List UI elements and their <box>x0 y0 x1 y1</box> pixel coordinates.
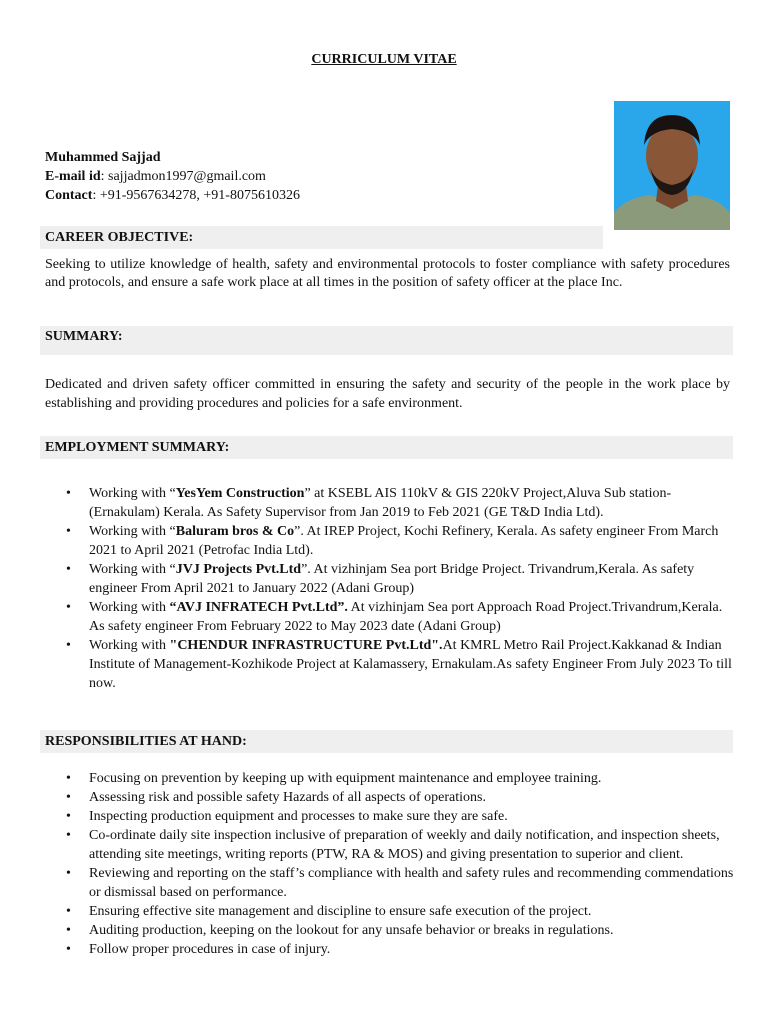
contact-block <box>45 148 300 205</box>
responsibility-item: • Focusing on prevention by keeping up with equipment maintenance and employee training. <box>45 769 737 788</box>
summary-heading: SUMMARY: <box>40 326 733 355</box>
email-value: : sajjadmon1997@gmail.com <box>100 169 266 184</box>
responsibility-item: • Reviewing and reporting on the staff’s compliance with health and safety rules and recommending commendations or dismissal based on performance. <box>45 864 737 902</box>
profile-photo <box>614 101 730 230</box>
employment-item: • Working with “Baluram bros & Co”. At IREP Project, Kochi Refinery, Kerala. As safety engineer From March 2021 to April 2021 (Petrofac India Ltd). <box>45 522 737 560</box>
responsibility-item: • Auditing production, keeping on the lookout for any unsafe behavior or breaks in regulations. <box>45 921 737 940</box>
employment-summary-heading: EMPLOYMENT SUMMARY: <box>40 436 733 459</box>
responsibilities-list <box>45 769 737 959</box>
employment-item: • Working with “YesYem Construction” at KSEBL AIS 110kV & GIS 220kV Project,Aluva Sub station-(Ernakulam) Kerala. As Safety Supervisor from Jan 2019 to Feb 2021 (GE T&D India Ltd). <box>45 484 737 522</box>
responsibility-item: • Follow proper procedures in case of injury. <box>45 940 737 959</box>
candidate-name: Muhammed Sajjad <box>45 150 161 165</box>
responsibility-item: • Ensuring effective site management and discipline to ensure safe execution of the project. <box>45 902 737 921</box>
employment-item: • Working with “JVJ Projects Pvt.Ltd”. At vizhinjam Sea port Bridge Project. Trivandrum,Kerala. As safety engineer From April 2021 to January 2022 (Adani Group) <box>45 560 737 598</box>
career-objective-heading: CAREER OBJECTIVE: <box>40 226 603 249</box>
responsibility-item: • Assessing risk and possible safety Hazards of all aspects of operations. <box>45 788 737 807</box>
summary-text: Dedicated and driven safety officer committed in ensuring the safety and security of the people in the work place by establishing and providing procedures and policies for a safe environment. <box>45 377 730 411</box>
career-objective-text: Seeking to utilize knowledge of health, safety and environmental protocols to foster compliance with safety procedures and protocols, and ensure a safe work place at all times in the position of safety officer at the place Inc. <box>45 257 730 290</box>
responsibility-item: • Inspecting production equipment and processes to make sure they are safe. <box>45 807 737 826</box>
person-portrait-icon <box>614 101 730 230</box>
page-title: CURRICULUM VITAE <box>311 52 457 67</box>
employment-item: • Working with "CHENDUR INFRASTRUCTURE Pvt.Ltd".At KMRL Metro Rail Project.Kakkanad & Indian Institute of Management-Kozhikode Project at Kalamassery, Ernakulam.As safety Engineer From July 2023 To till now. <box>45 636 737 693</box>
email-label: E-mail id <box>45 169 101 184</box>
employment-list <box>45 484 737 693</box>
responsibilities-heading: RESPONSIBILITIES AT HAND: <box>40 730 733 753</box>
contact-label: Contact <box>45 188 93 203</box>
contact-value: : +91-9567634278, +91-8075610326 <box>92 188 300 203</box>
employment-item: • Working with “AVJ INFRATECH Pvt.Ltd”. At vizhinjam Sea port Approach Road Project.Trivandrum,Kerala. As safety engineer From February 2022 to May 2023 date (Adani Group) <box>45 598 737 636</box>
responsibility-item: • Co-ordinate daily site inspection inclusive of preparation of weekly and daily notification, and inspection sheets, attending site meetings, writing reports (PTW, RA & MOS) and giving presentation to superior and client. <box>45 826 737 864</box>
